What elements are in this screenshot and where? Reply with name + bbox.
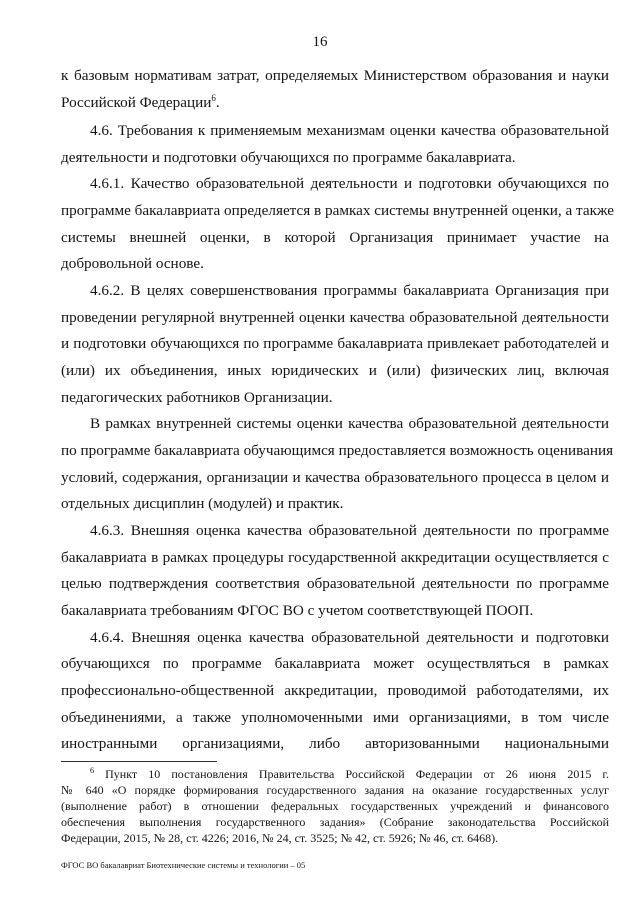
text-line: 4.6.4. Внешняя оценка качества образовательной деятельности и подготовки [90,629,609,646]
text-line: В рамках внутренней системы оценки качества образовательной деятельности [90,415,609,432]
footnote-reference[interactable]: 6 [211,93,216,103]
text-line: и подготовки обучающихся по программе бакалавриата привлекает работодателей и [61,335,609,352]
text-line: бакалавриата требованиям ФГОС ВО с учетом соответствующей ПООП. [61,602,534,619]
page-number: 16 [312,34,328,50]
text-line: программе бакалавриата определяется в рамках системы внутренней оценки, а также [61,202,614,219]
text-line: обучающихся по программе бакалавриата может осуществляться в рамках [61,655,609,672]
text-line: проведении регулярной внутренней оценки качества образовательной деятельности [61,309,609,326]
text-line: объединениями, а также уполномоченными ими организациями, в том числе [61,709,609,726]
text-line: по программе бакалавриата обучающимся предоставляется возможность оценивания [61,442,614,459]
footnote-line: (выполнение работ) в отношении федеральных государственных учреждений и финансового [61,799,609,813]
text-line: (или) их объединения, иных юридических и (или) физических лиц, включая [61,362,609,379]
text-line: бакалавриата в рамках процедуры государственной аккредитации осуществляется с [61,549,609,566]
text-line: к базовым нормативам затрат, определяемых Министерством образования и науки [61,67,609,84]
text-line: системы внешней оценки, в которой Организация принимает участие на [61,229,609,246]
footnote-marker: 6 [90,766,94,775]
text-line: целью подтверждения соответствия образовательной деятельности по программе [61,575,609,592]
footnote-line: обеспечения выполнения государственного задания» (Собрание законодательства Российской [61,815,609,829]
text-line: добровольной основе. [61,255,204,272]
text-line: условий, содержания, организации и качества образовательного процесса в целом и [61,469,609,486]
text-line: Российской Федерации$^6$. [61,93,220,111]
text-line: 4.6. Требования к применяемым механизмам оценки качества образовательной [90,122,609,139]
text-line: деятельности и подготовки обучающихся по программе бакалавриата. [61,149,516,166]
document-footer: ФГОС ВО бакалавриат Биотехнические системы и технологии – 05 [61,860,306,870]
text-line: 4.6.1. Качество образовательной деятельности и подготовки обучающихся по [90,175,609,192]
footnote-separator [61,761,217,762]
footnote-line: Федерации, 2015, № 28, ст. 4226; 2016, № 24, ст. 3525; № 42, ст. 5926; № 46, ст. 6468). [61,831,499,845]
footnote-line: $^6$ Пункт 10 постановления Правительства Российской Федерации от 26 июня 2015 г. [90,766,610,781]
text-line: иностранными организациями, либо авторизованными национальными [61,735,609,752]
text-line: педагогических работников Организации. [61,389,333,406]
text-line: 4.6.3. Внешняя оценка качества образовательной деятельности по программе [90,522,609,539]
text-line: профессионально-общественной аккредитации, проводимой работодателями, их [61,682,609,699]
footnote-line: № 640 «О порядке формирования государственного задания на оказание государственных услуг [61,783,609,797]
text-line: 4.6.2. В целях совершенствования программы бакалавриата Организация при [90,282,609,299]
text-line: отдельных дисциплин (модулей) и практик. [61,495,344,512]
